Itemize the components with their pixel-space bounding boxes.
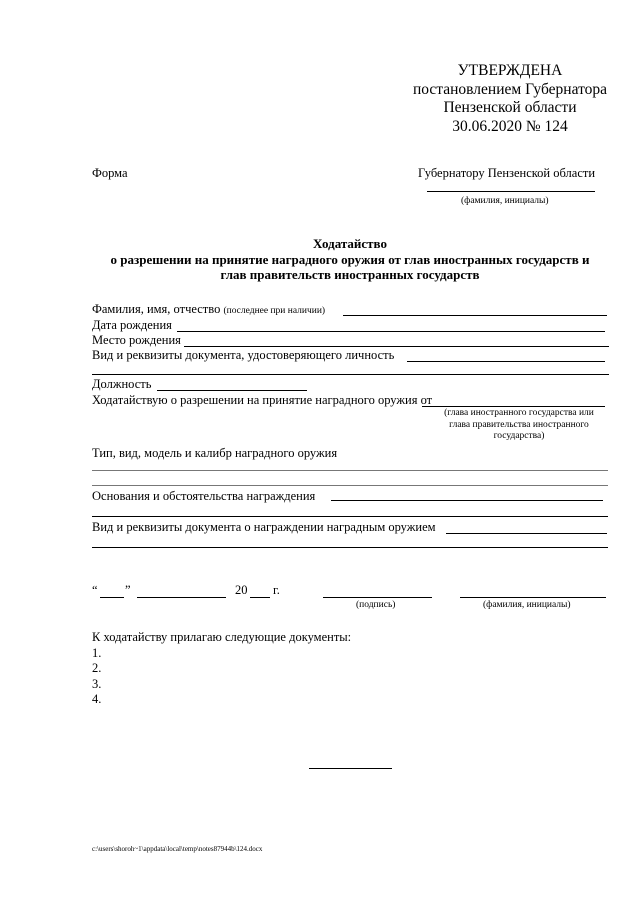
grounds-field[interactable]	[331, 500, 603, 501]
petition-caption-line-3: государства)	[493, 431, 545, 441]
id-doc-label: Вид и реквизиты документа, удостоверяющего личность	[92, 348, 395, 362]
petition-caption	[414, 408, 624, 443]
birth-date-field[interactable]	[177, 331, 605, 332]
attachments-heading: К ходатайству прилагаю следующие документы:	[92, 630, 352, 644]
document-title	[60, 236, 640, 283]
award-doc-field[interactable]	[446, 533, 607, 534]
weapon-type-field[interactable]	[92, 470, 608, 471]
approval-line-3: 30.06.2020 № 124	[452, 117, 568, 135]
grounds-field-2[interactable]	[92, 516, 608, 517]
weapon-type-label: Тип, вид, модель и калибр наградного оружия	[92, 446, 338, 460]
attachment-item: 3.	[92, 676, 102, 691]
birth-place-label: Место рождения	[92, 333, 181, 347]
petition-field[interactable]	[422, 406, 605, 407]
signer-name-field[interactable]	[460, 597, 606, 598]
signature-field[interactable]	[323, 597, 432, 598]
attachment-item: 4.	[92, 692, 102, 706]
date-year-prefix: 20	[235, 583, 248, 597]
grounds-label: Основания и обстоятельства награждения	[92, 489, 316, 503]
id-doc-field[interactable]	[407, 361, 605, 362]
fio-label-text: Фамилия, имя, отчество	[92, 302, 221, 316]
approval-title: УТВЕРЖДЕНА	[457, 62, 563, 79]
weapon-type-field-2[interactable]	[92, 485, 608, 486]
petition-caption-line-2: глава правительства иностранного	[449, 419, 589, 430]
petition-caption-line-1: (глава иностранного государства или	[444, 408, 594, 418]
attachment-item: 2.	[92, 661, 102, 675]
fio-field[interactable]	[343, 315, 607, 316]
date-open-quote: “	[92, 583, 98, 597]
position-label: Должность	[92, 377, 152, 391]
signer-name-caption: (фамилия, инициалы)	[483, 600, 571, 610]
approval-line-2: Пензенской области	[443, 99, 577, 116]
fio-note: (последнее при наличии)	[223, 306, 326, 316]
title-line-2: о разрешении на принятие наградного оружия от глав иностранных государств и	[110, 251, 590, 267]
award-doc-label: Вид и реквизиты документа о награждении наградным оружием	[92, 520, 436, 534]
title-line-1: Ходатайство	[313, 236, 387, 251]
birth-date-label: Дата рождения	[92, 318, 172, 332]
title-line-3: глав правительств иностранных государств	[220, 267, 480, 282]
birth-place-field[interactable]	[184, 346, 609, 347]
addressee-text: Губернатору Пензенской области	[418, 166, 596, 180]
signature-caption: (подпись)	[356, 600, 396, 610]
date-close-quote: ”	[125, 583, 131, 597]
date-year-suffix: г.	[273, 583, 280, 597]
attachments-section	[92, 630, 351, 708]
attachment-item: 1.	[92, 645, 102, 660]
fio-label	[92, 302, 325, 317]
approval-line-1: постановлением Губернатора	[412, 80, 608, 98]
addressee-caption: (фамилия, инициалы)	[461, 196, 549, 206]
footer-file-path: c:\users\shoroh~1\appdata\local\temp\notes87944b\124.docx	[92, 845, 263, 853]
date-year-field[interactable]	[250, 597, 270, 598]
form-label: Форма	[92, 166, 128, 180]
approval-stamp	[390, 62, 630, 136]
separator-line	[309, 768, 392, 769]
date-day-field[interactable]	[100, 597, 124, 598]
date-month-field[interactable]	[137, 597, 226, 598]
addressee-name-line[interactable]	[427, 191, 595, 192]
petition-label: Ходатайствую о разрешении на принятие наградного оружия от	[92, 393, 433, 407]
position-field[interactable]	[157, 390, 307, 391]
id-doc-field-2[interactable]	[92, 374, 609, 375]
award-doc-field-2[interactable]	[92, 547, 608, 548]
